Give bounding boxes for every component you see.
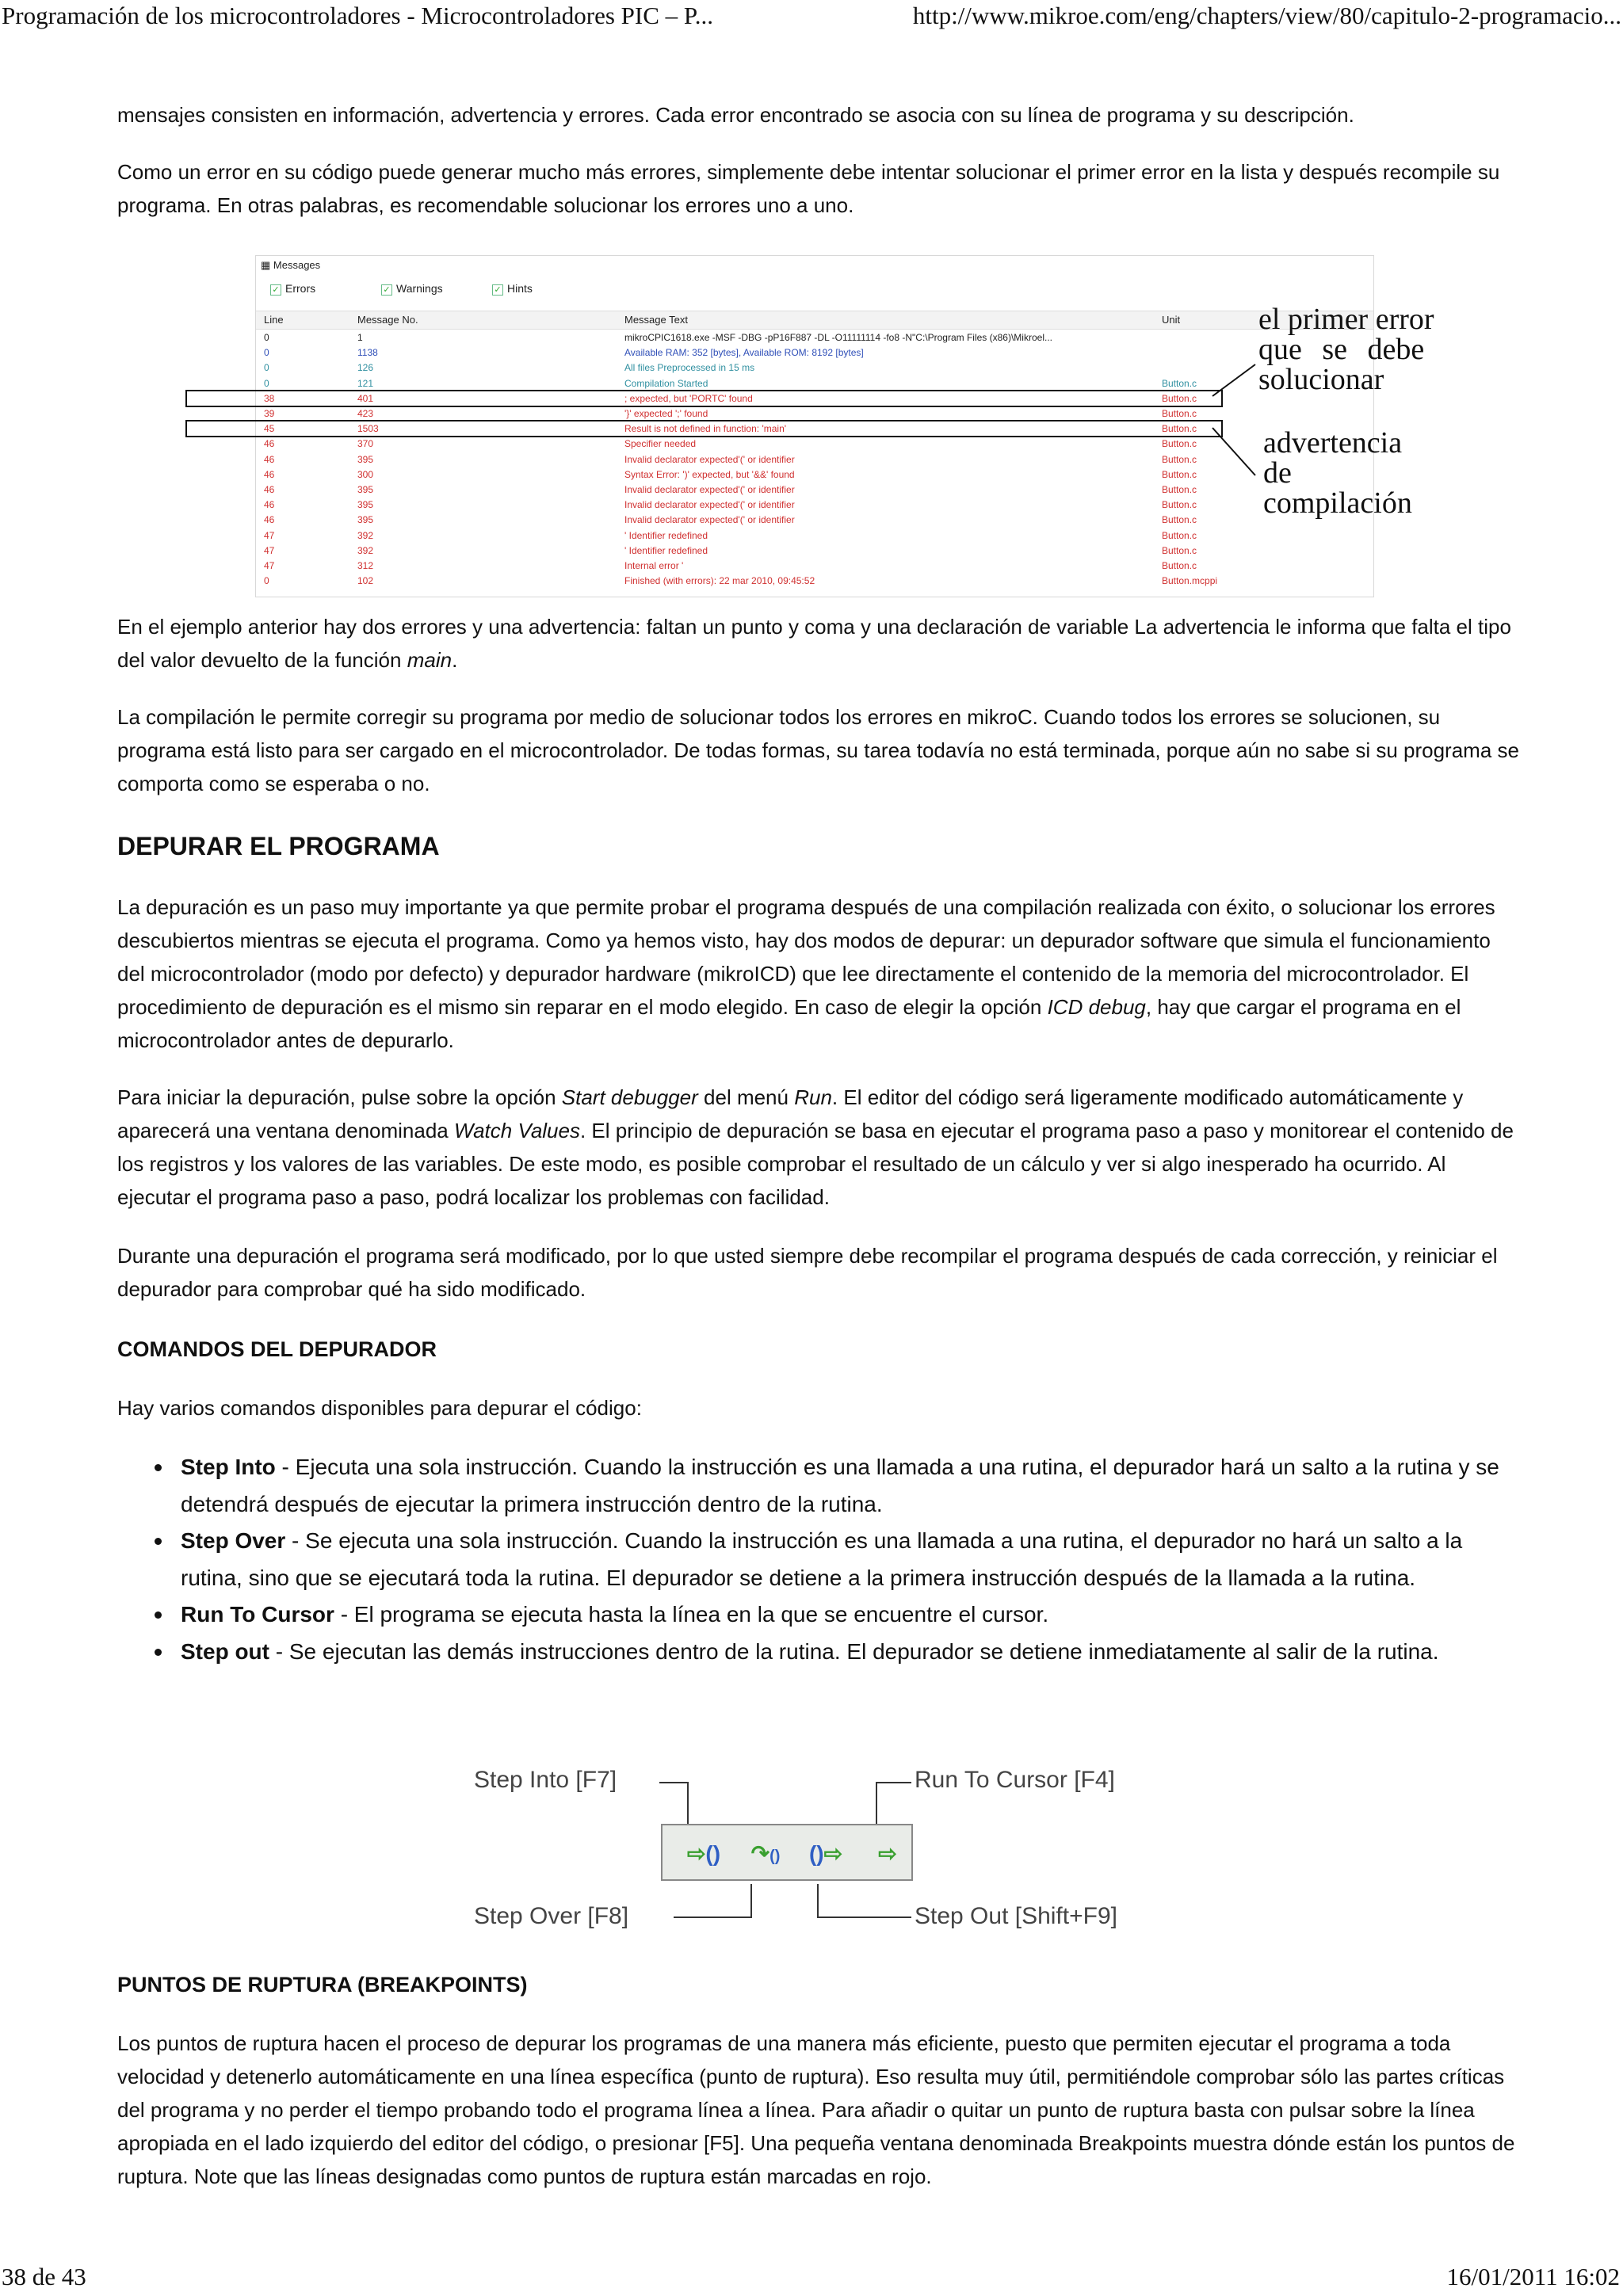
- table-row[interactable]: [256, 574, 1365, 589]
- table-row[interactable]: [256, 467, 1365, 482]
- highlight-warning: [185, 420, 1223, 437]
- checkbox-icon: ✓: [492, 284, 503, 296]
- cell-message-text: Invalid declarator expected'(' or identifier: [624, 499, 795, 511]
- cell-message-text: Result is not defined in function: 'main': [624, 423, 787, 435]
- column-message-no: Message No.: [357, 314, 418, 326]
- paragraph-messages-intro: mensajes consisten en información, advertencia y errores. Cada error encontrado se asocia con su línea de programa y su descripción.: [117, 103, 1354, 127]
- label-step-over: Step Over [F8]: [474, 1903, 629, 1929]
- cell-unit: Button.c: [1162, 392, 1197, 404]
- cell-line: 0: [264, 332, 269, 343]
- annotation-warning: advertencia de compilación: [1263, 426, 1412, 520]
- cell-message-text: ' Identifier redefined: [624, 529, 708, 541]
- cell-unit: Button.c: [1162, 560, 1197, 571]
- cell-message-no: 102: [357, 575, 374, 587]
- cell-message-text: Specifier needed: [624, 438, 697, 450]
- filter-errors: ✓ Errors: [270, 282, 315, 296]
- step-out-button[interactable]: ()⇨: [808, 1841, 843, 1866]
- cell-line: 46: [264, 484, 275, 495]
- cell-line: 0: [264, 347, 269, 359]
- cell-unit: Button.c: [1162, 544, 1197, 556]
- run-to-cursor-button[interactable]: ⇨: [878, 1841, 897, 1866]
- page-title: Programación de los microcontroladores - Microcontroladores PIC – P...: [2, 2, 713, 29]
- cell-line: 46: [264, 438, 275, 450]
- checkbox-icon: ✓: [381, 284, 392, 296]
- cell-unit: Button.mcppi: [1162, 575, 1218, 587]
- cell-message-no: 126: [357, 362, 374, 374]
- cell-line: 45: [264, 423, 275, 435]
- cell-message-text: Invalid declarator expected'(' or identifier: [624, 453, 795, 465]
- cell-line: 0: [264, 362, 269, 374]
- column-unit: Unit: [1162, 314, 1181, 326]
- paragraph-debugging-intro: La depuración es un paso muy importante ya que permite probar el programa después de una compilación realizada con éxito, o solucionar los errores descubiertos mientras se ejecuta el programa. Como ya hemos visto, hay dos modos de depurar: un depurador software que simula el funcionamiento del microcontrolador (modo por defecto) y depurador hardware (mikroICD) que lee directamente el contenido de la memoria del microcontrolador. El procedimiento de depuración es el mismo sin reparar en el modo elegido. En caso de elegir la opción ICD debug, hay que cargar el programa en el microcontrolador antes de depurarlo.: [117, 895, 1495, 1052]
- cell-message-no: 312: [357, 560, 374, 571]
- list-item: Step Over - Se ejecuta una sola instrucción. Cuando la instrucción es una llamada a una rutina, el depurador no hará un salto a la rutina, sino que se ejecutará toda la rutina. El depurador se detiene a la primera instrucción después de la llamada a la rutina.: [181, 1523, 1528, 1596]
- table-row[interactable]: [256, 437, 1365, 452]
- table-row[interactable]: [256, 482, 1365, 498]
- debug-toolbar: [661, 1824, 913, 1881]
- debugger-commands-list: [117, 1449, 1528, 1670]
- cell-message-text: Finished (with errors): 22 mar 2010, 09:45:52: [624, 575, 815, 587]
- label-step-into: Step Into [F7]: [474, 1767, 617, 1793]
- cell-message-no: 395: [357, 453, 374, 465]
- list-item: Step out - Se ejecutan las demás instrucciones dentro de la rutina. El depurador se detiene inmediatamente al salir de la rutina.: [181, 1634, 1528, 1671]
- cell-unit: Button.c: [1162, 408, 1197, 419]
- cell-unit: Button.c: [1162, 377, 1197, 389]
- cell-message-text: ; expected, but 'PORTC' found: [624, 392, 753, 404]
- table-row[interactable]: [256, 559, 1365, 574]
- arrow-warning: [1212, 428, 1255, 475]
- cell-message-no: 401: [357, 392, 374, 404]
- table-row[interactable]: [256, 513, 1365, 528]
- filter-warnings: ✓ Warnings: [381, 282, 443, 296]
- cell-message-text: Invalid declarator expected'(' or identifier: [624, 514, 795, 526]
- cell-message-no: 392: [357, 529, 374, 541]
- highlight-first-error: [185, 390, 1223, 407]
- cell-line: 39: [264, 408, 275, 419]
- cell-message-text: All files Preprocessed in 15 ms: [624, 362, 755, 374]
- cell-message-text: ' Identifier redefined: [624, 544, 708, 556]
- cell-message-no: 423: [357, 408, 374, 419]
- paragraph-fix-first-error: Como un error en su código puede generar mucho más errores, simplemente debe intentar solucionar el primer error en la lista y después recompile su programa. En otras palabras, es recomendable solucionar los errores uno a uno.: [117, 160, 1500, 217]
- paragraph-start-debugger: Para iniciar la depuración, pulse sobre la opción Start debugger del menú Run. El editor del código será ligeramente modificado automáticamente y aparecerá una ventana denominada Watch Values. El principio de depuración se basa en ejecutar el programa paso a paso y monitorear el contenido de los registros y los valores de las variables. De este modo, es posible comprobar el resultado de un cálculo y ver si algo inesperado ha ocurrido. Al ejecutar el programa paso a paso, podrá localizar los problemas con facilidad.: [117, 1085, 1514, 1209]
- messages-window-title: ▦ Messages: [261, 259, 321, 271]
- cell-unit: Button.c: [1162, 453, 1197, 465]
- cell-unit: Button.c: [1162, 514, 1197, 526]
- cell-message-no: 1138: [357, 347, 378, 359]
- leader-run-to-cursor: [876, 1783, 911, 1824]
- leader-step-into: [659, 1783, 688, 1824]
- cell-message-text: '}' expected ';' found: [624, 408, 708, 419]
- table-row[interactable]: [256, 345, 1365, 360]
- print-datetime: 16/01/2011 16:02: [1446, 2263, 1620, 2290]
- paragraph-breakpoints: Los puntos de ruptura hacen el proceso de depurar los programas de una manera más eficiente, puesto que permiten ejecutar el programa a toda velocidad y detenerlo automáticamente en una línea específica (punto de ruptura). Eso resulta muy útil, permitiéndole comprobar sólo las partes críticas del programa y no perder el tiempo probando todo el programa línea a línea. Para añadir o quitar un punto de ruptura basta con pulsar sobre la línea apropiada en el lado izquierdo del editor del código, o presionar [F5]. Una pequeña ventana denominada Breakpoints muestra dónde están los puntos de ruptura. Note que las líneas designadas como puntos de ruptura están marcadas en rojo.: [117, 2031, 1515, 2188]
- cell-message-no: 395: [357, 514, 374, 526]
- step-over-button[interactable]: ↷(): [750, 1841, 781, 1866]
- label-run-to-cursor: Run To Cursor [F4]: [915, 1767, 1115, 1793]
- messages-column-header: [256, 311, 1373, 330]
- cell-message-no: 392: [357, 544, 374, 556]
- table-row[interactable]: [256, 452, 1365, 467]
- heading-puntos-ruptura: PUNTOS DE RUPTURA (BREAKPOINTS): [117, 1973, 528, 1997]
- table-row[interactable]: [256, 360, 1365, 376]
- cell-line: 38: [264, 392, 275, 404]
- cell-unit: Button.c: [1162, 438, 1197, 450]
- label-step-out: Step Out [Shift+F9]: [915, 1903, 1117, 1929]
- page-url: http://www.mikroe.com/eng/chapters/view/80/capitulo-2-programacio...: [912, 2, 1621, 29]
- cell-line: 46: [264, 453, 275, 465]
- cell-line: 0: [264, 575, 269, 587]
- cell-line: 46: [264, 468, 275, 480]
- cell-message-text: Internal error ': [624, 560, 684, 571]
- browser-print-footer: [0, 2258, 1623, 2293]
- cell-unit: Button.c: [1162, 529, 1197, 541]
- browser-print-header: [0, 0, 1623, 35]
- page-number: 38 de 43: [2, 2263, 86, 2290]
- step-into-button[interactable]: ⇨(): [686, 1841, 721, 1866]
- cell-unit: Button.c: [1162, 423, 1197, 435]
- cell-line: 0: [264, 377, 269, 389]
- cell-unit: Button.c: [1162, 499, 1197, 511]
- table-row[interactable]: [256, 528, 1365, 543]
- cell-message-no: 1: [357, 332, 363, 343]
- paragraph-compilation: La compilación le permite corregir su programa por medio de solucionar todos los errores en mikroC. Cuando todos los errores se solucionen, su programa está listo para ser cargado en el microcontrolador. De todas formas, su tarea todavía no está terminada, porque aún no sabe si su programa se comporta como se esperaba o no.: [117, 705, 1519, 795]
- cell-line: 47: [264, 544, 275, 556]
- cell-line: 46: [264, 514, 275, 526]
- cell-message-text: Available RAM: 352 [bytes], Available ROM: 8192 [bytes]: [624, 347, 864, 359]
- cell-line: 47: [264, 560, 275, 571]
- leader-step-over: [674, 1884, 751, 1917]
- cell-unit: Button.c: [1162, 484, 1197, 495]
- cell-message-text: Invalid declarator expected'(' or identifier: [624, 484, 795, 495]
- cell-line: 47: [264, 529, 275, 541]
- paragraph-recompile: Durante una depuración el programa será modificado, por lo que usted siempre debe recompilar el programa después de cada corrección, y reiniciar el depurador para comprobar qué ha sido modificado.: [117, 1244, 1498, 1301]
- cell-message-no: 370: [357, 438, 374, 450]
- list-item: Step Into - Ejecuta una sola instrucción. Cuando la instrucción es una llamada a una rutina, el depurador hará un salto a la rutina y se detendrá después de ejecutar la primera instrucción dentro de la rutina.: [181, 1449, 1528, 1523]
- filter-hints: ✓ Hints: [492, 282, 533, 296]
- list-item: Run To Cursor - El programa se ejecuta hasta la línea en la que se encuentre el cursor.: [181, 1596, 1528, 1634]
- annotation-first-error: el primer error que se debe solucionar: [1258, 303, 1434, 396]
- cell-message-no: 395: [357, 484, 374, 495]
- arrow-first-error: [1212, 364, 1255, 396]
- cell-message-no: 1503: [357, 423, 379, 435]
- table-row[interactable]: [256, 330, 1365, 345]
- heading-comandos: COMANDOS DEL DEPURADOR: [117, 1337, 437, 1361]
- cell-message-text: Syntax Error: ')' expected, but '&&' found: [624, 468, 795, 480]
- cell-unit: Button.c: [1162, 468, 1197, 480]
- column-message-text: Message Text: [624, 314, 688, 326]
- cell-message-no: 395: [357, 499, 374, 511]
- column-line: Line: [264, 314, 284, 326]
- checkbox-icon: ✓: [270, 284, 281, 296]
- paragraph-example-errors: En el ejemplo anterior hay dos errores y una advertencia: faltan un punto y coma y una declaración de variable La advertencia le informa que falta el tipo del valor devuelto de la función main.: [117, 615, 1511, 672]
- cell-message-no: 300: [357, 468, 374, 480]
- cell-message-text: mikroCPIC1618.exe -MSF -DBG -pP16F887 -DL -O11111114 -fo8 -N"C:\Program Files (x86)\Mikroel...: [624, 332, 1052, 343]
- heading-depurar: DEPURAR EL PROGRAMA: [117, 832, 440, 860]
- table-row[interactable]: [256, 498, 1365, 513]
- table-row[interactable]: [256, 376, 1365, 391]
- table-row[interactable]: [256, 543, 1365, 559]
- leader-step-out: [818, 1884, 911, 1917]
- cell-line: 46: [264, 499, 275, 511]
- paragraph-commands-intro: Hay varios comandos disponibles para depurar el código:: [117, 1396, 642, 1420]
- cell-message-text: Compilation Started: [624, 377, 708, 389]
- cell-message-no: 121: [357, 377, 374, 389]
